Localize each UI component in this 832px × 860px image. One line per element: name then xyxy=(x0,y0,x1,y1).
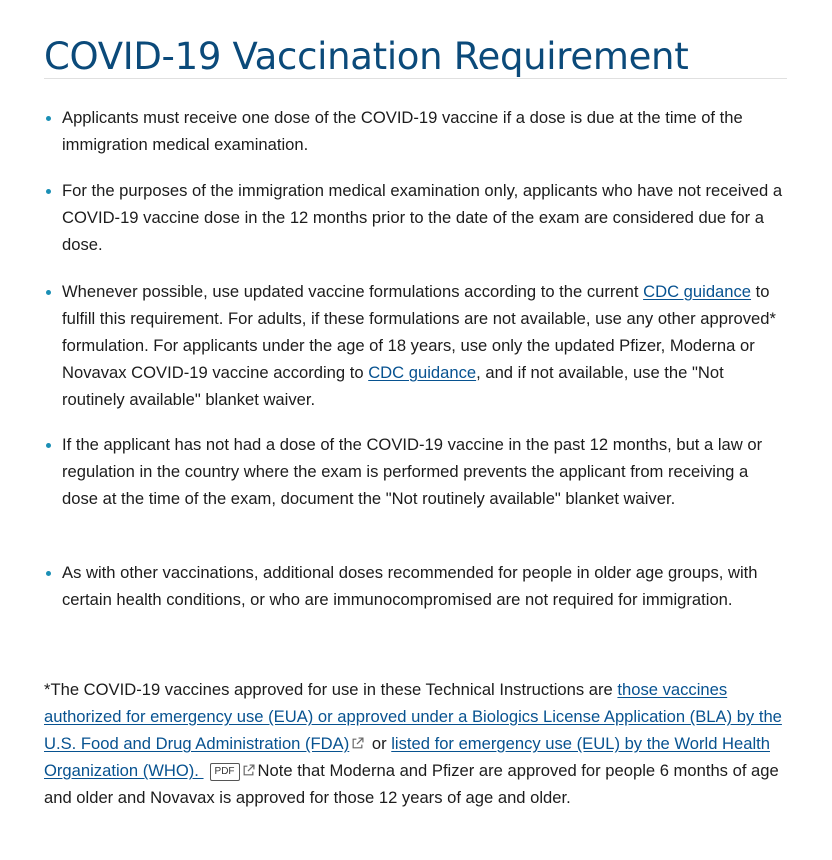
title-divider xyxy=(44,78,787,79)
pdf-badge: PDF xyxy=(210,763,240,781)
footnote xyxy=(44,676,787,811)
item-text: Whenever possible, use updated vaccine formulations according to the current xyxy=(62,282,644,301)
page-title: COVID-19 Vaccination Requirement xyxy=(44,35,689,78)
list-item: For the purposes of the immigration medical examination only, applicants who have not received a COVID-19 vaccine dose in the 12 months prior to the date of the exam are considered due for a dose. xyxy=(62,177,787,258)
list-item: As with other vaccinations, additional doses recommended for people in older age groups, with certain health conditions, or who are immunocompromised are not required for immigration. xyxy=(62,559,787,613)
who-eul-link[interactable]: listed for emergency use (EUL) by the World Health Organization (WHO). xyxy=(44,734,770,780)
list-item: If the applicant has not had a dose of the COVID-19 vaccine in the past 12 months, but a law or regulation in the country where the exam is performed prevents the applicant from receiving a dose at the time of the exam, document the "Not routinely available" blanket waiver. xyxy=(62,431,787,512)
content xyxy=(44,0,787,807)
fda-vaccines-link[interactable]: those vaccines authorized for emergency use (EUA) or approved under a Biologics License Application (BLA) by the U.S. Food and Drug Administration (FDA) xyxy=(44,680,782,753)
list-item: Applicants must receive one dose of the COVID-19 vaccine if a dose is due at the time of the immigration medical examination. xyxy=(62,104,787,158)
list-item xyxy=(62,278,787,413)
external-link-icon xyxy=(242,764,255,777)
item-text: , and if not available, use the "Not routinely available" blanket waiver. xyxy=(62,363,724,409)
cdc-guidance-link-2[interactable]: CDC guidance xyxy=(368,363,477,382)
cdc-guidance-link[interactable]: CDC guidance xyxy=(643,282,752,301)
footnote-text: Note that Moderna and Pfizer are approved for people 6 months of age and older and Novavax is approved for those 12 years of age and older. xyxy=(44,761,779,807)
footnote-text: *The COVID-19 vaccines approved for use in these Technical Instructions are xyxy=(44,680,618,699)
item-text: to fulfill this requirement. For adults, if these formulations are not available, use any other approved* formulation. For applicants under the age of 18 years, use only the updated Pfizer, Moderna or Novavax COVID-19 vaccine according to xyxy=(62,282,776,382)
footnote-text: or xyxy=(367,734,392,753)
external-link-icon xyxy=(351,737,364,750)
